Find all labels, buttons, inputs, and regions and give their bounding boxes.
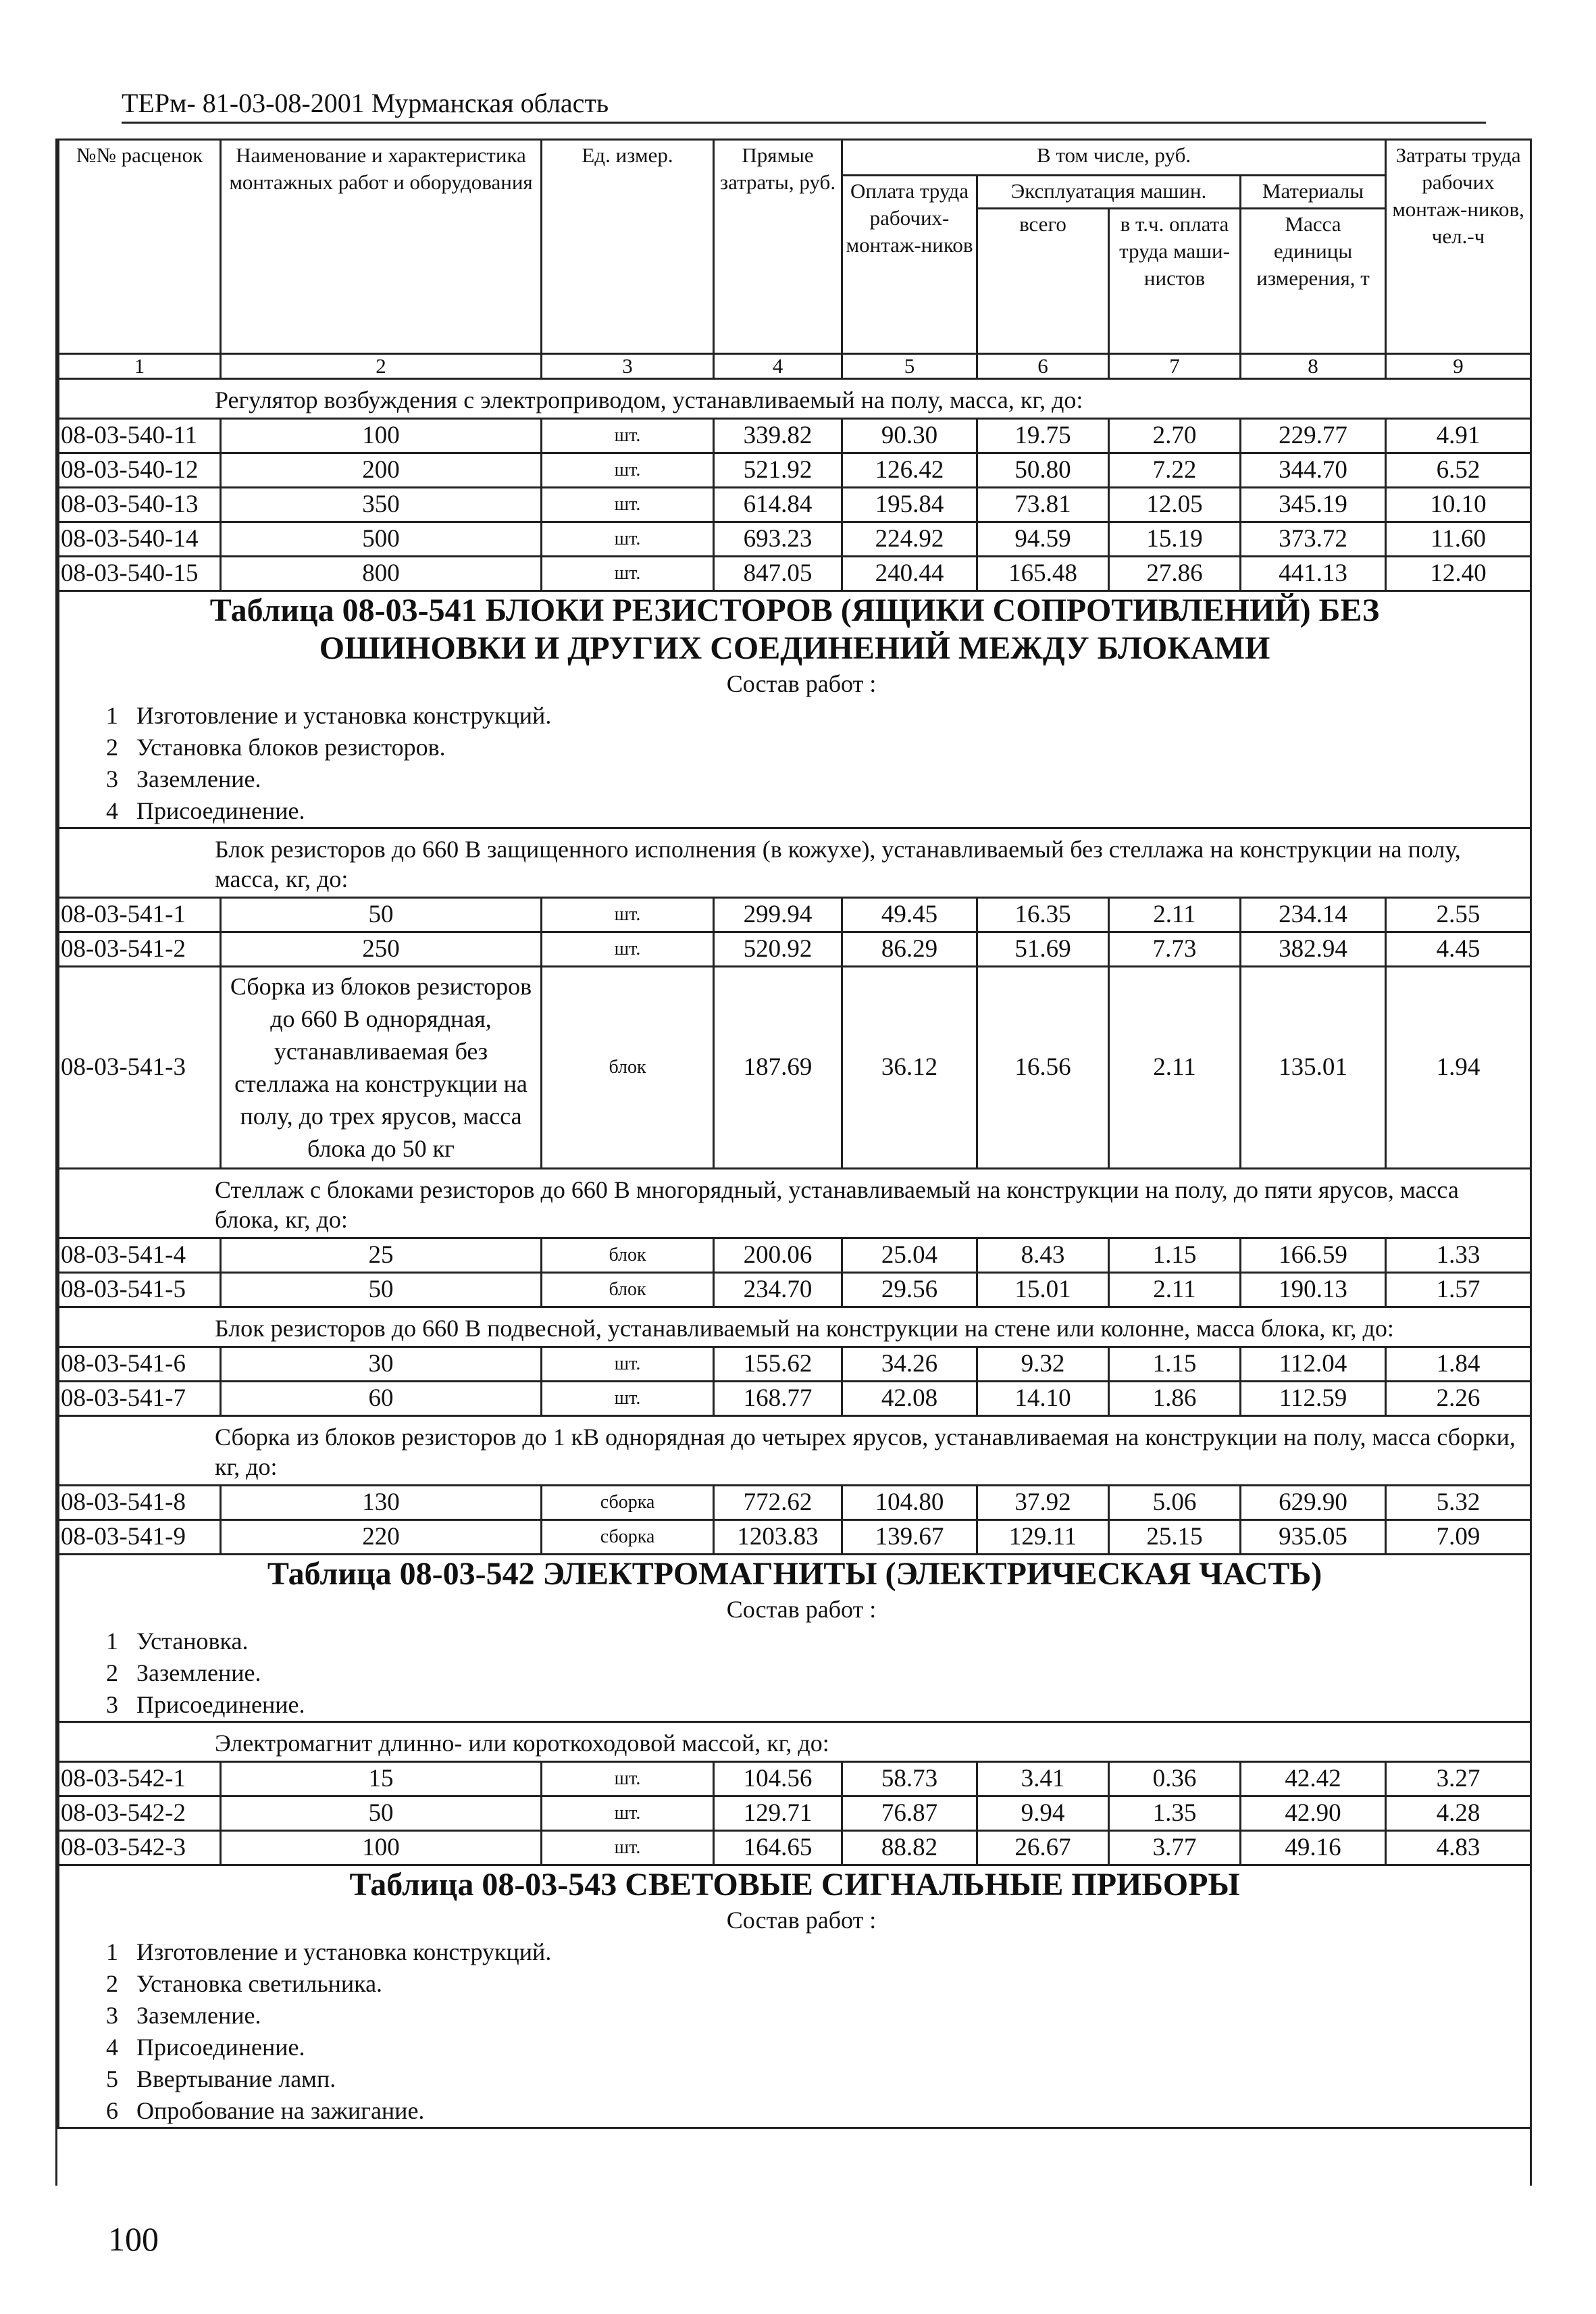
- materials: 112.59: [1241, 1382, 1386, 1416]
- work-description: 130: [221, 1486, 542, 1520]
- section-header-row: [59, 591, 1531, 828]
- unit: шт.: [542, 898, 714, 932]
- operators-pay: 27.86: [1109, 557, 1241, 591]
- work-item-text: Изготовление и установка конструкций.: [136, 702, 552, 729]
- rate-code: 08-03-541-5: [59, 1273, 221, 1307]
- section-title-continued: ОШИНОВКИ И ДРУГИХ СОЕДИНЕНИЙ МЕЖДУ БЛОКАМИ: [319, 630, 1270, 666]
- work-item-number: 1: [106, 702, 118, 729]
- labor-hours: 6.52: [1386, 453, 1531, 488]
- operators-pay: 2.11: [1109, 898, 1241, 932]
- column-number: 4: [714, 354, 842, 379]
- direct-costs: 847.05: [714, 557, 842, 591]
- table-row: [59, 1273, 1531, 1307]
- table-row: [59, 488, 1531, 522]
- rate-code: 08-03-541-6: [59, 1347, 221, 1382]
- materials: 382.94: [1241, 932, 1386, 967]
- labor-hours: 1.33: [1386, 1238, 1531, 1273]
- section-header: [59, 591, 1531, 828]
- unit: шт.: [542, 557, 714, 591]
- machines-total: 26.67: [977, 1831, 1109, 1865]
- direct-costs: 168.77: [714, 1382, 842, 1416]
- work-description: 100: [221, 1831, 542, 1865]
- machines-total: 16.56: [977, 967, 1109, 1169]
- column-number: 7: [1109, 354, 1241, 379]
- operators-pay: 1.15: [1109, 1238, 1241, 1273]
- rate-code: 08-03-540-11: [59, 419, 221, 453]
- work-item-text: Заземление.: [136, 2002, 261, 2029]
- section-title: Таблица 08-03-542 ЭЛЕКТРОМАГНИТЫ (ЭЛЕКТРИЧЕСКАЯ ЧАСТЬ): [267, 1556, 1322, 1592]
- rate-code: 08-03-541-2: [59, 932, 221, 967]
- group-title-row: [59, 1169, 1531, 1238]
- unit: шт.: [542, 1347, 714, 1382]
- materials: 373.72: [1241, 522, 1386, 557]
- header-labor-hours: Затраты труда рабочих монтаж-ников, чел.-ч: [1386, 140, 1531, 354]
- header-materials: Материалы: [1241, 176, 1386, 209]
- unit: шт.: [542, 453, 714, 488]
- work-description: 15: [221, 1762, 542, 1796]
- work-item-text: Присоединение.: [136, 797, 305, 824]
- machines-total: 15.01: [977, 1273, 1109, 1307]
- table-row: [59, 967, 1531, 1169]
- labor-hours: 2.55: [1386, 898, 1531, 932]
- materials: 344.70: [1241, 453, 1386, 488]
- work-item-number: 1: [106, 1628, 118, 1655]
- rates-table: [57, 139, 1532, 2129]
- machines-total: 16.35: [977, 898, 1109, 932]
- workers-pay: 25.04: [842, 1238, 977, 1273]
- group-title: Электромагнит длинно- или короткоходовой массой, кг, до:: [59, 1722, 1531, 1762]
- work-item: [62, 732, 1527, 763]
- work-description: 50: [221, 1273, 542, 1307]
- group-title: Стеллаж с блоками резисторов до 660 В многорядный, устанавливаемый на конструкции на полу, до пяти ярусов, масса блока, кг, до:: [59, 1169, 1531, 1238]
- machines-total: 94.59: [977, 522, 1109, 557]
- unit: шт.: [542, 488, 714, 522]
- workers-pay: 42.08: [842, 1382, 977, 1416]
- work-item-number: 3: [106, 2002, 118, 2029]
- operators-pay: 1.15: [1109, 1347, 1241, 1382]
- table-row: [59, 419, 1531, 453]
- table-row: [59, 522, 1531, 557]
- work-item-number: 2: [106, 1659, 118, 1686]
- unit: шт.: [542, 1762, 714, 1796]
- labor-hours: 12.40: [1386, 557, 1531, 591]
- workers-pay: 86.29: [842, 932, 977, 967]
- rate-code: 08-03-541-3: [59, 967, 221, 1169]
- header-rate-number: №№ расценок: [59, 140, 221, 354]
- table-row: [59, 1831, 1531, 1865]
- work-description: 30: [221, 1347, 542, 1382]
- operators-pay: 2.70: [1109, 419, 1241, 453]
- header-operators-pay: в т.ч. оплата труда маши-нистов: [1109, 209, 1241, 354]
- work-description: 500: [221, 522, 542, 557]
- materials: 229.77: [1241, 419, 1386, 453]
- operators-pay: 25.15: [1109, 1520, 1241, 1555]
- table-row: [59, 1520, 1531, 1555]
- rate-code: 08-03-542-1: [59, 1762, 221, 1796]
- group-title: Сборка из блоков резисторов до 1 кВ однорядная до четырех ярусов, устанавливаемая на конструкции на полу, масса сборки, кг, до:: [59, 1416, 1531, 1486]
- labor-hours: 4.45: [1386, 932, 1531, 967]
- materials: 441.13: [1241, 557, 1386, 591]
- work-item-number: 1: [106, 1938, 118, 1965]
- rate-code: 08-03-541-9: [59, 1520, 221, 1555]
- workers-pay: 240.44: [842, 557, 977, 591]
- materials: 112.04: [1241, 1347, 1386, 1382]
- unit: шт.: [542, 1831, 714, 1865]
- direct-costs: 234.70: [714, 1273, 842, 1307]
- workers-pay: 104.80: [842, 1486, 977, 1520]
- machines-total: 14.10: [977, 1382, 1109, 1416]
- section-header-row: [59, 1555, 1531, 1722]
- operators-pay: 1.35: [1109, 1796, 1241, 1831]
- materials: 166.59: [1241, 1238, 1386, 1273]
- direct-costs: 520.92: [714, 932, 842, 967]
- rate-code: 08-03-540-15: [59, 557, 221, 591]
- work-description: 50: [221, 898, 542, 932]
- work-item-number: 2: [106, 1970, 118, 1997]
- operators-pay: 1.86: [1109, 1382, 1241, 1416]
- operators-pay: 3.77: [1109, 1831, 1241, 1865]
- table-row: [59, 932, 1531, 967]
- workers-pay: 224.92: [842, 522, 977, 557]
- work-description: 50: [221, 1796, 542, 1831]
- section-header-row: [59, 1865, 1531, 2128]
- operators-pay: 7.73: [1109, 932, 1241, 967]
- work-description: 25: [221, 1238, 542, 1273]
- work-item-text: Присоединение.: [136, 2034, 305, 2061]
- table-row: [59, 1486, 1531, 1520]
- unit: шт.: [542, 1796, 714, 1831]
- table-row: [59, 898, 1531, 932]
- materials: 629.90: [1241, 1486, 1386, 1520]
- labor-hours: 4.91: [1386, 419, 1531, 453]
- unit: шт.: [542, 1382, 714, 1416]
- workers-pay: 76.87: [842, 1796, 977, 1831]
- materials: 49.16: [1241, 1831, 1386, 1865]
- section-header: [59, 1555, 1531, 1722]
- header-direct-costs: Прямые затраты, руб.: [714, 140, 842, 354]
- operators-pay: 5.06: [1109, 1486, 1241, 1520]
- direct-costs: 104.56: [714, 1762, 842, 1796]
- direct-costs: 521.92: [714, 453, 842, 488]
- materials: 935.05: [1241, 1520, 1386, 1555]
- header-machines-total: всего: [977, 209, 1109, 354]
- table-row: [59, 1796, 1531, 1831]
- rate-code: 08-03-541-8: [59, 1486, 221, 1520]
- section-title: Таблица 08-03-543 СВЕТОВЫЕ СИГНАЛЬНЫЕ ПРИБОРЫ: [349, 1867, 1240, 1903]
- work-item-text: Ввертывание ламп.: [136, 2065, 336, 2092]
- workers-pay: 58.73: [842, 1762, 977, 1796]
- direct-costs: 200.06: [714, 1238, 842, 1273]
- work-item: [62, 2095, 1527, 2127]
- materials: 234.14: [1241, 898, 1386, 932]
- work-item-number: 6: [106, 2097, 118, 2124]
- work-item: [62, 795, 1527, 827]
- page-header: [122, 80, 1486, 124]
- rate-code: 08-03-540-12: [59, 453, 221, 488]
- machines-total: 8.43: [977, 1238, 1109, 1273]
- work-item: [62, 1626, 1527, 1657]
- work-composition-label: Состав работ :: [726, 1907, 877, 1934]
- labor-hours: 1.94: [1386, 967, 1531, 1169]
- work-item-text: Заземление.: [136, 765, 261, 793]
- operators-pay: 2.11: [1109, 967, 1241, 1169]
- header-unit: Ед. измер.: [542, 140, 714, 354]
- machines-total: 51.69: [977, 932, 1109, 967]
- materials: 42.42: [1241, 1762, 1386, 1796]
- section-title: Таблица 08-03-541 БЛОКИ РЕЗИСТОРОВ (ЯЩИКИ СОПРОТИВЛЕНИЙ) БЕЗ: [209, 593, 1380, 628]
- header-title: ТЕРм- 81-03-08-2001 Мурманская область: [122, 88, 609, 118]
- work-item: [62, 1936, 1527, 1968]
- rate-code: 08-03-542-2: [59, 1796, 221, 1831]
- column-number: 3: [542, 354, 714, 379]
- workers-pay: 88.82: [842, 1831, 977, 1865]
- work-composition-label: Состав работ :: [726, 670, 877, 697]
- rate-code: 08-03-541-1: [59, 898, 221, 932]
- labor-hours: 11.60: [1386, 522, 1531, 557]
- operators-pay: 7.22: [1109, 453, 1241, 488]
- column-number: 2: [221, 354, 542, 379]
- direct-costs: 155.62: [714, 1347, 842, 1382]
- work-description: 60: [221, 1382, 542, 1416]
- group-title-row: [59, 1416, 1531, 1486]
- document-content: [55, 139, 1532, 2186]
- work-item: [62, 2032, 1527, 2063]
- group-title-row: [59, 379, 1531, 419]
- group-title: Блок резисторов до 660 В подвесной, устанавливаемый на конструкции на стене или колонне, масса блока, кг, до:: [59, 1307, 1531, 1347]
- work-item-number: 3: [106, 1691, 118, 1718]
- group-title: Регулятор возбуждения с электроприводом, устанавливаемый на полу, масса, кг, до:: [59, 379, 1531, 419]
- unit: шт.: [542, 522, 714, 557]
- machines-total: 9.94: [977, 1796, 1109, 1831]
- rate-code: 08-03-540-13: [59, 488, 221, 522]
- section-header: [59, 1865, 1531, 2128]
- machines-total: 50.80: [977, 453, 1109, 488]
- work-description: 200: [221, 453, 542, 488]
- direct-costs: 772.62: [714, 1486, 842, 1520]
- rate-code: 08-03-541-4: [59, 1238, 221, 1273]
- column-numbers-row: [59, 354, 1531, 379]
- work-item-text: Опробование на зажигание.: [136, 2097, 425, 2124]
- workers-pay: 195.84: [842, 488, 977, 522]
- operators-pay: 12.05: [1109, 488, 1241, 522]
- work-item: [62, 1689, 1527, 1721]
- workers-pay: 126.42: [842, 453, 977, 488]
- work-item-text: Установка.: [136, 1628, 249, 1655]
- workers-pay: 34.26: [842, 1347, 977, 1382]
- header-unit-mass: Масса единицы измерения, т: [1241, 209, 1386, 354]
- direct-costs: 129.71: [714, 1796, 842, 1831]
- unit: блок: [542, 1238, 714, 1273]
- workers-pay: 139.67: [842, 1520, 977, 1555]
- direct-costs: 339.82: [714, 419, 842, 453]
- table-row: [59, 1347, 1531, 1382]
- work-item: [62, 1657, 1527, 1689]
- direct-costs: 164.65: [714, 1831, 842, 1865]
- labor-hours: 5.32: [1386, 1486, 1531, 1520]
- work-item: [62, 1968, 1527, 2000]
- operators-pay: 15.19: [1109, 522, 1241, 557]
- table-row: [59, 1762, 1531, 1796]
- group-title-row: [59, 1722, 1531, 1762]
- work-item-text: Заземление.: [136, 1659, 261, 1686]
- header-work-name: Наименование и характеристика монтажных работ и оборудования: [221, 140, 542, 354]
- table-row: [59, 453, 1531, 488]
- work-description: 250: [221, 932, 542, 967]
- work-item-number: 2: [106, 734, 118, 761]
- rate-code: 08-03-541-7: [59, 1382, 221, 1416]
- work-item-number: 5: [106, 2065, 118, 2092]
- labor-hours: 1.84: [1386, 1347, 1531, 1382]
- unit: шт.: [542, 932, 714, 967]
- labor-hours: 2.26: [1386, 1382, 1531, 1416]
- group-title: Блок резисторов до 660 В защищенного исполнения (в кожухе), устанавливаемый без стеллажа на конструкции на полу, масса, кг, до:: [59, 828, 1531, 898]
- work-item-text: Установка блоков резисторов.: [136, 734, 446, 761]
- work-item: [62, 763, 1527, 795]
- machines-total: 19.75: [977, 419, 1109, 453]
- work-description: Сборка из блоков резисторов до 660 В однорядная, устанавливаемая без стеллажа на конструкции на полу, до трех ярусов, масса блока до 50 кг: [221, 967, 542, 1169]
- unit: блок: [542, 967, 714, 1169]
- workers-pay: 49.45: [842, 898, 977, 932]
- column-number: 1: [59, 354, 221, 379]
- work-item-text: Присоединение.: [136, 1691, 305, 1718]
- operators-pay: 0.36: [1109, 1762, 1241, 1796]
- workers-pay: 36.12: [842, 967, 977, 1169]
- work-description: 350: [221, 488, 542, 522]
- unit: шт.: [542, 419, 714, 453]
- work-item-number: 4: [106, 2034, 118, 2061]
- workers-pay: 29.56: [842, 1273, 977, 1307]
- labor-hours: 7.09: [1386, 1520, 1531, 1555]
- direct-costs: 614.84: [714, 488, 842, 522]
- table-row: [59, 1238, 1531, 1273]
- header-machines: Эксплуатация машин.: [977, 176, 1241, 209]
- work-description: 100: [221, 419, 542, 453]
- materials: 135.01: [1241, 967, 1386, 1169]
- labor-hours: 4.28: [1386, 1796, 1531, 1831]
- machines-total: 3.41: [977, 1762, 1109, 1796]
- materials: 190.13: [1241, 1273, 1386, 1307]
- group-title-row: [59, 1307, 1531, 1347]
- work-item: [62, 2000, 1527, 2032]
- header-workers-pay: Оплата труда рабочих-монтаж-ников: [842, 176, 977, 354]
- operators-pay: 2.11: [1109, 1273, 1241, 1307]
- materials: 42.90: [1241, 1796, 1386, 1831]
- table-body: [59, 379, 1531, 2128]
- work-item-number: 4: [106, 797, 118, 824]
- work-item-text: Установка светильника.: [136, 1970, 383, 1997]
- machines-total: 129.11: [977, 1520, 1109, 1555]
- labor-hours: 3.27: [1386, 1762, 1531, 1796]
- page-number: 100: [108, 2220, 159, 2258]
- column-number: 8: [1241, 354, 1386, 379]
- work-item-number: 3: [106, 765, 118, 793]
- machines-total: 9.32: [977, 1347, 1109, 1382]
- table-row: [59, 557, 1531, 591]
- labor-hours: 4.83: [1386, 1831, 1531, 1865]
- work-item: [62, 700, 1527, 732]
- table-header: [59, 140, 1531, 379]
- materials: 345.19: [1241, 488, 1386, 522]
- work-item-text: Изготовление и установка конструкций.: [136, 1938, 552, 1965]
- column-number: 6: [977, 354, 1109, 379]
- rate-code: 08-03-540-14: [59, 522, 221, 557]
- work-description: 800: [221, 557, 542, 591]
- work-item: [62, 2063, 1527, 2095]
- group-title-row: [59, 828, 1531, 898]
- work-description: 220: [221, 1520, 542, 1555]
- table-row: [59, 1382, 1531, 1416]
- unit: блок: [542, 1273, 714, 1307]
- direct-costs: 299.94: [714, 898, 842, 932]
- column-number: 5: [842, 354, 977, 379]
- direct-costs: 187.69: [714, 967, 842, 1169]
- direct-costs: 1203.83: [714, 1520, 842, 1555]
- column-number: 9: [1386, 354, 1531, 379]
- labor-hours: 10.10: [1386, 488, 1531, 522]
- rate-code: 08-03-542-3: [59, 1831, 221, 1865]
- header-including: В том числе, руб.: [842, 140, 1386, 176]
- workers-pay: 90.30: [842, 419, 977, 453]
- direct-costs: 693.23: [714, 522, 842, 557]
- machines-total: 37.92: [977, 1486, 1109, 1520]
- labor-hours: 1.57: [1386, 1273, 1531, 1307]
- unit: сборка: [542, 1486, 714, 1520]
- machines-total: 73.81: [977, 488, 1109, 522]
- unit: сборка: [542, 1520, 714, 1555]
- work-composition-label: Состав работ :: [726, 1596, 877, 1623]
- machines-total: 165.48: [977, 557, 1109, 591]
